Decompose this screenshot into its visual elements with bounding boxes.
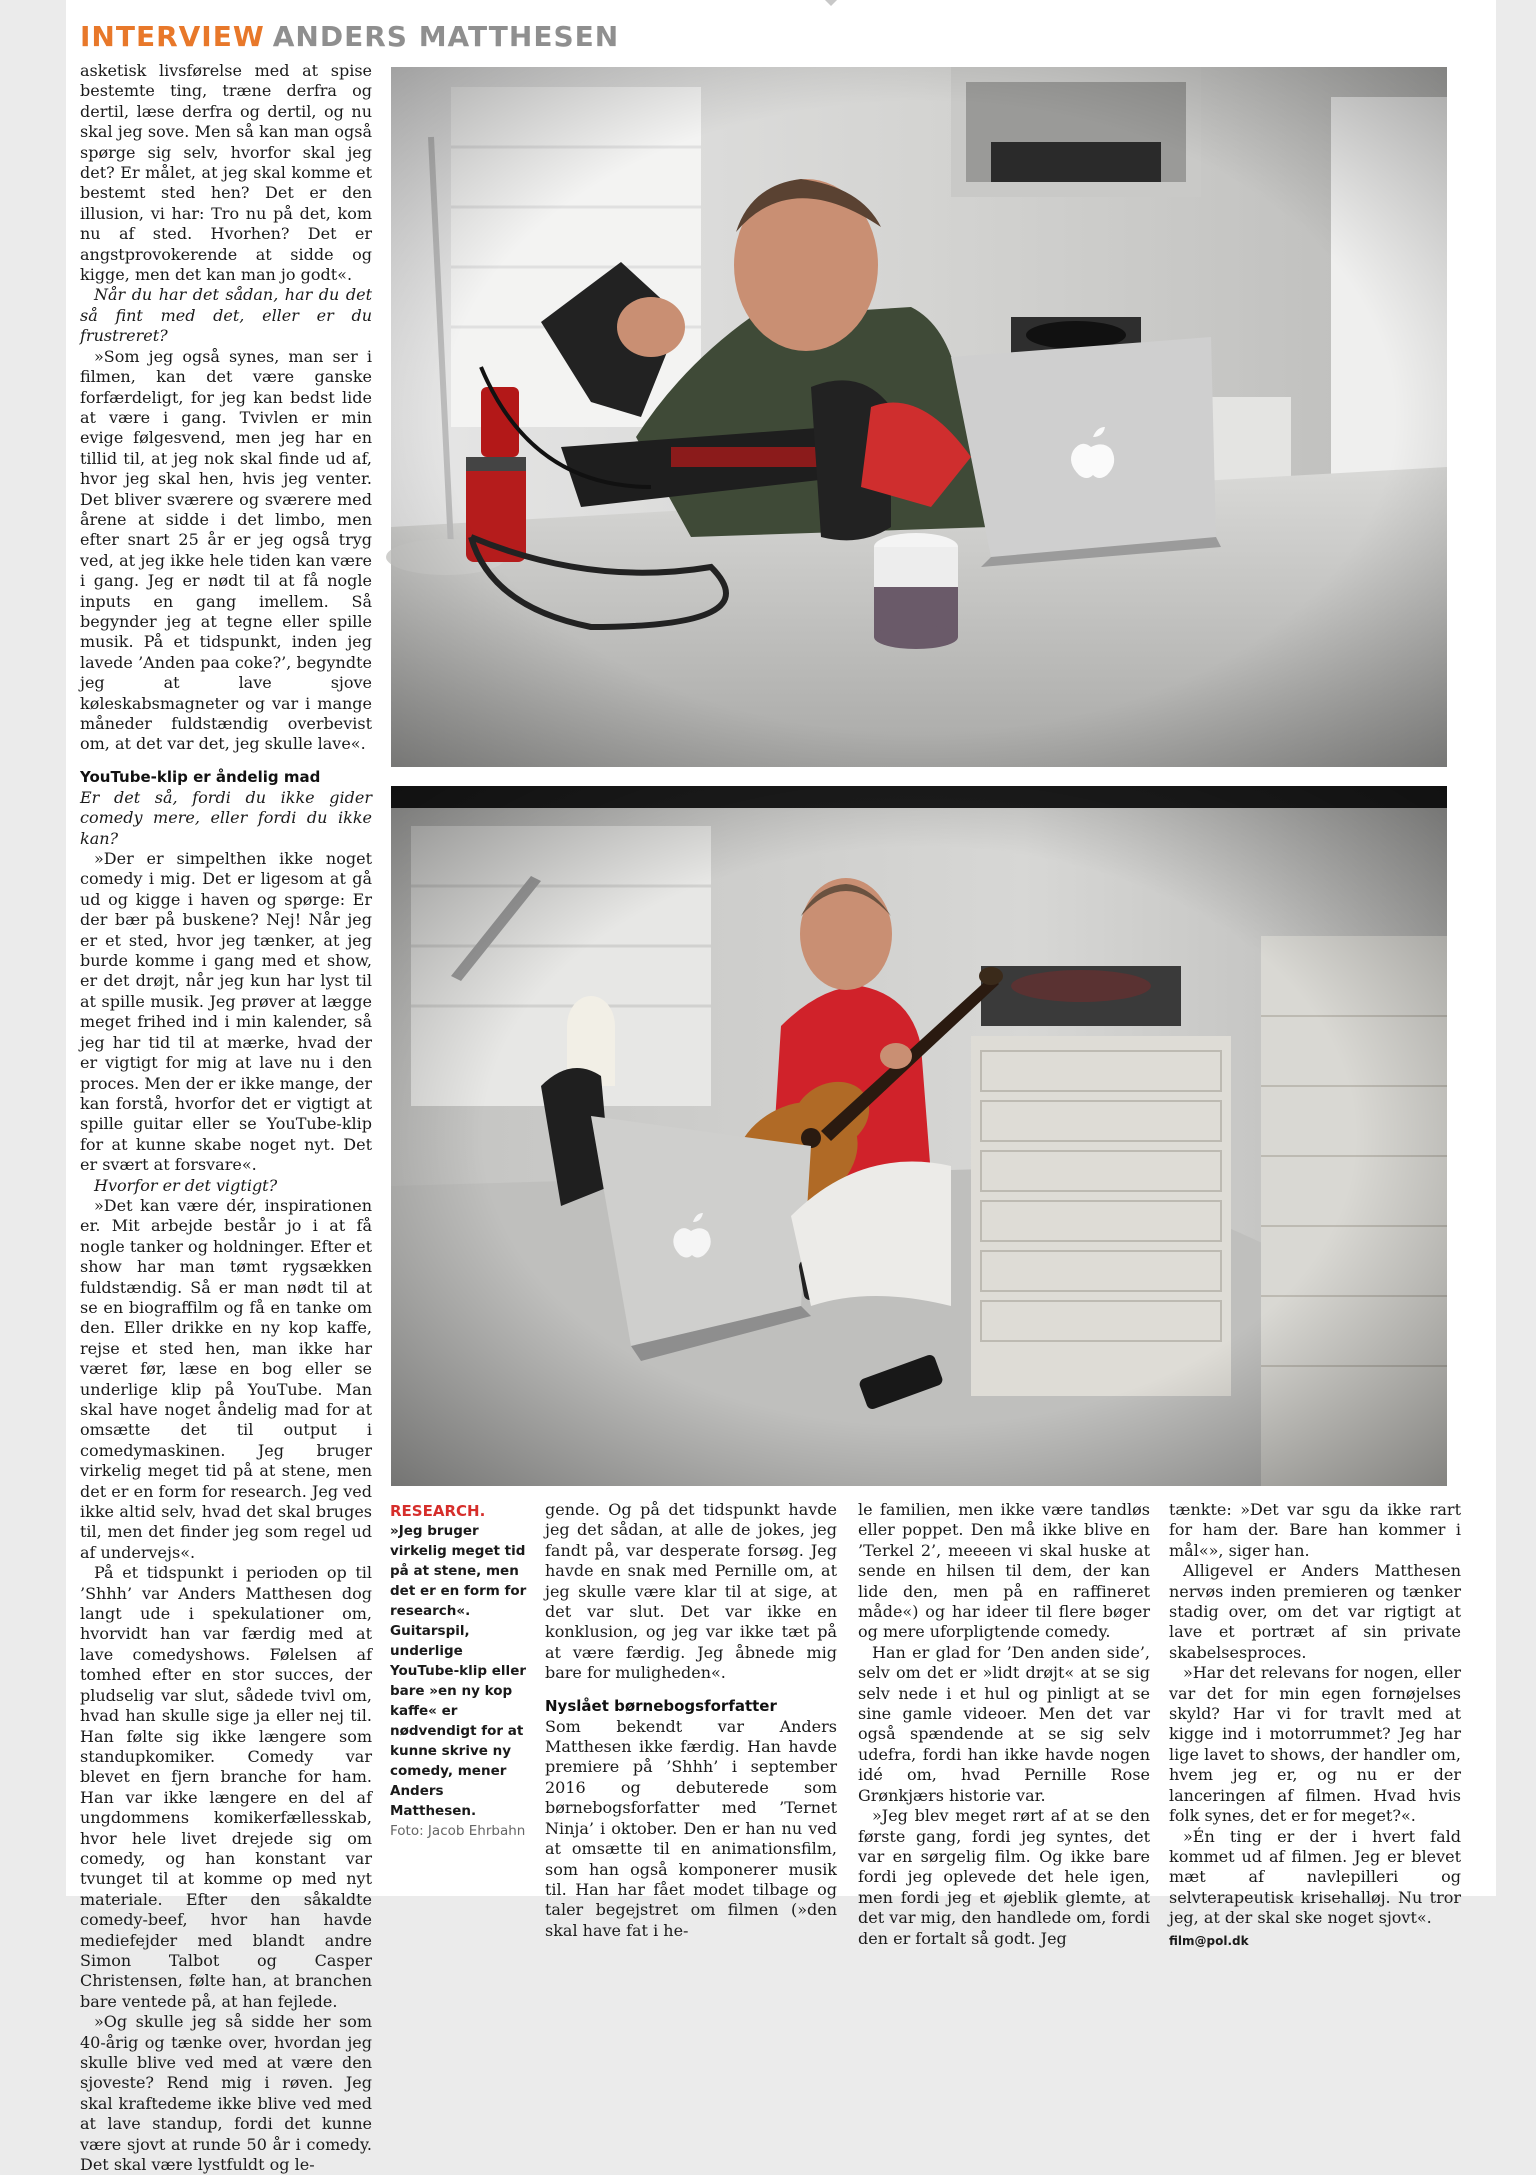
paragraph: »Jeg blev meget rørt af at se den første gang, fordi jeg syntes, det var en sørgelig film. Og ikke bare fordi jeg oplevede det hele igen, men fordi jeg et øjeblik glemte, at det var mig, den handlede om, fordi den er fortalt så godt. Jeg: [858, 1806, 1150, 1948]
paragraph: »Som jeg også synes, man ser i filmen, kan det være ganske forfærdeligt, for jeg kan bedst lide at være i gang. Tvivlen er min evige følgesvend, men jeg har en tillid til, at jeg nok skal finde ud af, hvor jeg skal hen, hvis jeg venter. Det bliver sværere og sværere med årene at sidde i det limbo, men efter snart 25 år er jeg også tryg ved, at jeg ikke hele tiden kan være i gang. Jeg er nødt til at få nogle inputs en gang imellem. Så begynder jeg at tegne eller spille musik. På et tidspunkt, inden jeg lavede ’Anden paa coke?’, begyndte jeg at lave sjove køleskabsmagneter og var i mange måneder fuldstændig overbevist om, at det var det, jeg skulle lave«.: [80, 346, 372, 754]
caption-text: »Jeg bruger virkelig meget tid på at stene, men det er en form for research«. Guitarspil, underlige YouTube-klip eller bare »en ny kop kaffe« er nødvendigt for at kunne skrive ny comedy, mener Anders Matthesen.: [390, 1523, 527, 1819]
article-column-3: [545, 1500, 837, 1940]
paragraph: På et tidspunkt i perioden op til ’Shhh’ var Anders Matthesen dog langt ude i spekulationer om, hvorvidt han var færdig med at lave comedyshows. Følelsen af tomhed efter en stor succes, der pludselig var slut, sådede tvivl om, hvad han skulle sige ja eller nej til. Han følte sig ikke længere som standupkomiker. Comedy var blevet en fjern branche for ham. Han var ikke længere en del af ungdommens komikerfællesskab, hvor hele livet drejede sig om comedy, og han konstant var tvunget til at komme op med nyt materiale. Efter den såkaldte comedy-beef, hvor han havde mediefejder med blandt andre Simon Talbot og Casper Christensen, følte han, at branchen bare ventede på, at han fejlede.: [80, 1563, 372, 2011]
paragraph: tænkte: »Det var sgu da ikke rart for ham der. Bare han kommer i mål«», siger han.: [1169, 1500, 1461, 1560]
magazine-page: [66, 0, 1496, 2175]
paragraph: le familien, men ikke være tandløs eller poppet. Den må ikke blive en ’Terkel 2’, meeeen vi skal huske at sende en hilsen til dem, der kan lide den, men på en raffineret måde«) og har ideer til flere bøger og mere uforpligtende comedy.: [858, 1500, 1150, 1642]
question: Er det så, fordi du ikke gider comedy mere, eller fordi du ikke kan?: [80, 787, 372, 848]
caption-kicker: RESEARCH.: [390, 1502, 486, 1520]
subheading: YouTube-klip er åndelig mad: [80, 767, 321, 786]
section-header: [80, 20, 619, 53]
paragraph: »Én ting er der i hvert fald kommet ud af filmen. Jeg er blevet mæt af navlepilleri og selvterapeutisk krisehalløj. Nu tror jeg, at der skal ske noget sjovt«.: [1169, 1826, 1461, 1928]
photo-caption: [390, 1501, 530, 1841]
paragraph: »Der er simpelthen ikke noget comedy i mig. Det er ligesom at gå ud og kigge i haven og spørge: Er der bær på buskene? Nej! Når jeg er et sted, hvor jeg tænker, at jeg burde komme i gang med et show, er det drøjt, når jeg kun har lyst til at spille musik. Jeg prøver at lægge meget frihed ind i min kalender, så jeg har tid til at mærke, hvad der er vigtigt for mig at lave nu i den proces. Men der er ikke mange, der kan forstå, hvorfor det er vigtigt at spille guitar eller se YouTube-klip for at kunne skabe noget nyt. Det er svært at forsvare«.: [80, 849, 372, 1175]
photo-credit: Foto: Jacob Ehrbahn: [390, 1823, 526, 1839]
paragraph: asketisk livsførelse med at spise bestemte ting, træne derfra og dertil, læse derfra og dertil, og nu skal jeg sove. Men så kan man også spørge sig selv, hvorfor skal jeg det? Er målet, at jeg skal komme et bestemt sted hen? Det er den illusion, vi har: Tro nu på det, kom nu af sted. Hvorhen? Det er angstprovokerende at sidde og kigge, men det kan man jo godt«.: [80, 61, 372, 285]
paragraph: Han er glad for ’Den anden side’, selv om det er »lidt drøjt« at se sig selv nede i et hul og pinligt at se sine gamle videoer. Men det var også spændende at se sig selv udefra, fordi han ikke havde nogen idé om, hvad Pernille Rose Grønkjærs historie var.: [858, 1642, 1150, 1805]
photo-guitar-playing: [391, 786, 1447, 1486]
header-name: ANDERS MATTHESEN: [272, 20, 620, 53]
paragraph: Som bekendt var Anders Matthesen ikke færdig. Han havde premiere på ’Shhh’ i september 2016 og debuterede som børnebogsforfatter med ’Ternet Ninja’ i oktober. Den er han nu ved at omsætte til en animationsfilm, som han også komponerer musik til. Han har fået modet tilbage og taler begejstret om filmen (»den skal have fat i he-: [545, 1716, 837, 1940]
header-kicker: INTERVIEW: [80, 20, 265, 53]
author-email[interactable]: film@pol.dk: [1169, 1933, 1249, 1948]
question: Når du har det sådan, har du det så fint med det, eller er du frustreret?: [80, 285, 372, 346]
paragraph: »Det kan være dér, inspirationen er. Mit arbejde består jo i at få nogle tanker og holdninger. Efter et show har man tømt rygsækken fuldstændig. Så er man nødt til at se en biograffilm og få en tanke om den. Eller drikke en ny kop kaffe, rejse et sted hen, man ikke har været før, læse en bog eller se underlige klip på YouTube. Man skal have noget åndelig mad for at omsætte det til output i comedymaskinen. Jeg bruger virkelig meget tid på at stene, men det er en form for research. Jeg ved ikke altid selv, hvad det skal bruges til, men det finder jeg som regel ud af undervejs«.: [80, 1195, 372, 1562]
photo-studio-desk: [391, 67, 1447, 767]
paragraph: »Har det relevans for nogen, eller var det for min egen fornøjelses skyld? Har vi for travlt med at kigge ind i motorrummet? Jeg har lige lavet to shows, der handler om, hvem jeg er, og nu er der lanceringen af filmen. Hvad hvis folk synes, det er for meget?«.: [1169, 1663, 1461, 1826]
article-column-4: [858, 1500, 1150, 1948]
paragraph: Alligevel er Anders Matthesen nervøs inden premieren og tænker stadig over, om det var rigtigt at lave et portræt af sin private skabelsesproces.: [1169, 1561, 1461, 1662]
subheading: Nyslået børnebogsforfatter: [545, 1696, 777, 1715]
paragraph: gende. Og på det tidspunkt havde jeg det sådan, at alle de jokes, jeg fandt på, var desperate forsøg. Jeg havde en snak med Pernille om, at jeg skulle være klar til at sige, at det var slut. Det var ikke en konklusion, og jeg var ikke tæt på at være færdig. Jeg åbnede mig bare for muligheden«.: [545, 1500, 837, 1683]
question: Hvorfor er det vigtigt?: [94, 1175, 278, 1195]
article-column-5: [1169, 1500, 1461, 1948]
top-notch: [825, 0, 837, 6]
article-column-1: [80, 61, 372, 2175]
paragraph: »Og skulle jeg så sidde her som 40-årig og tænke over, hvordan jeg skulle blive ved med at være den sjoveste? Rend mig i røven. Jeg skal kraftedeme ikke blive ved med at lave standup, fordi det kunne være sjovt at runde 50 år i comedy. Det skal være lystfuldt og le-: [80, 2012, 372, 2175]
